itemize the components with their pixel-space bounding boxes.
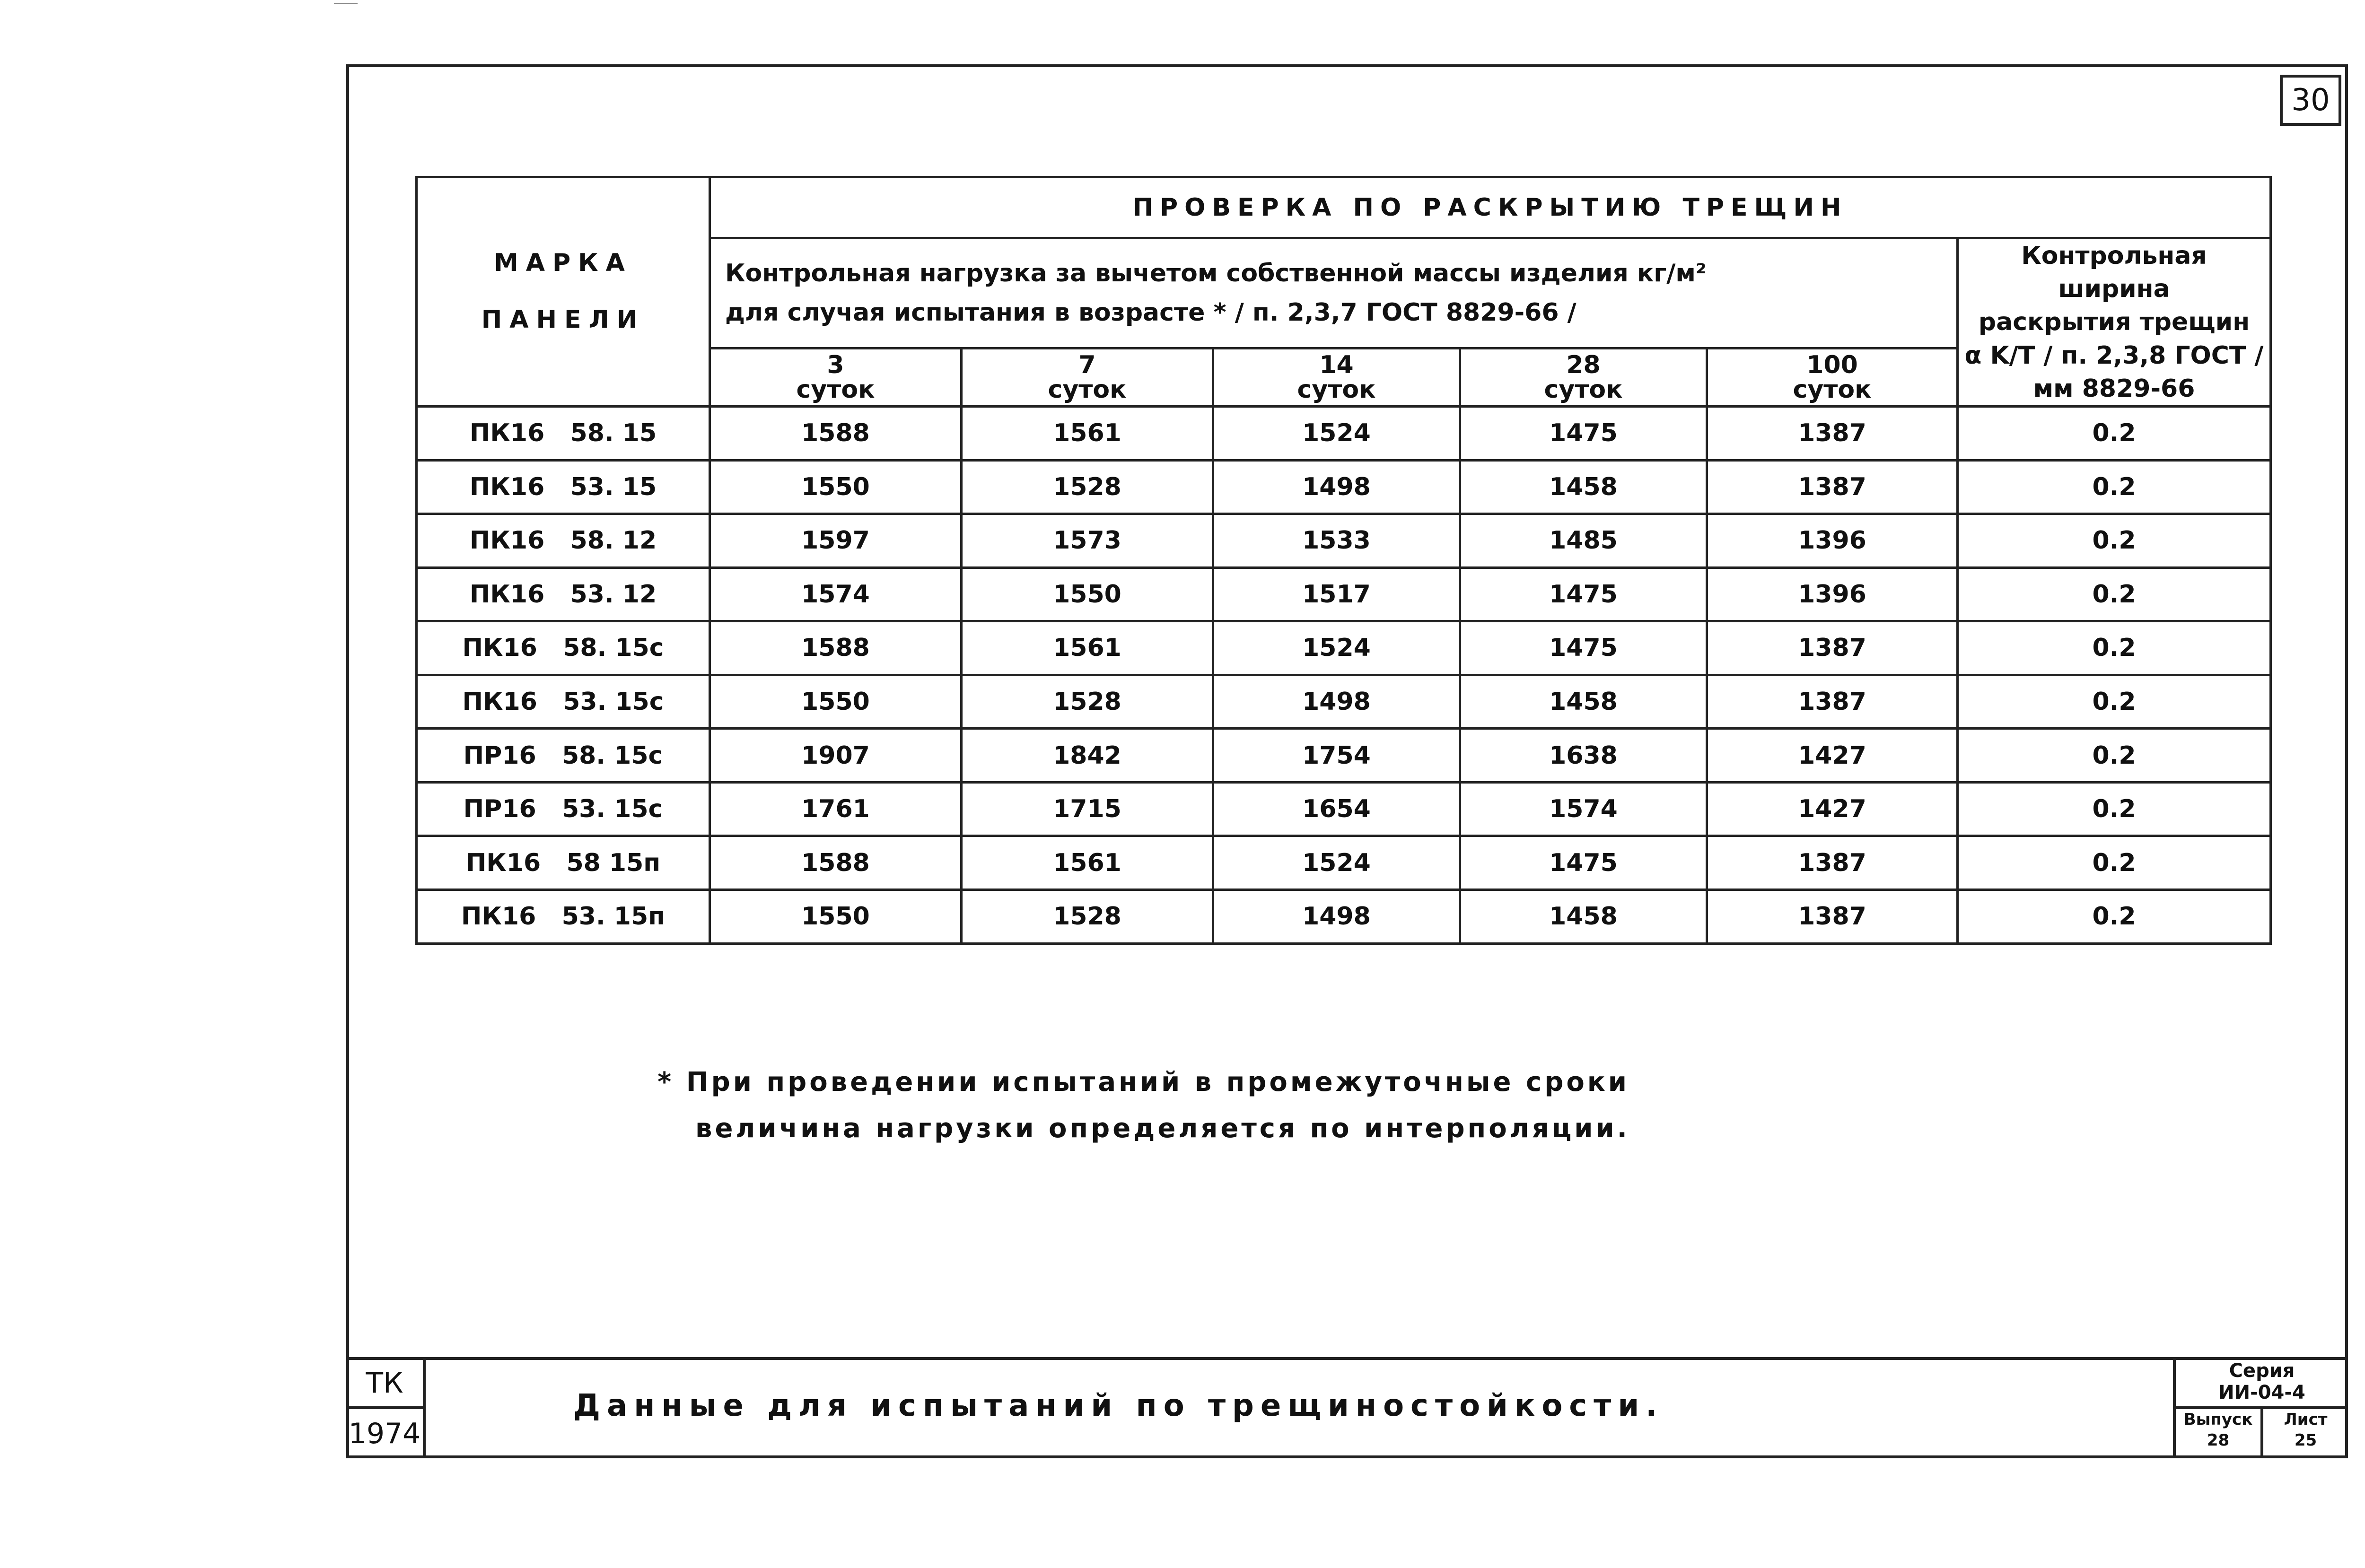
day-number: 100 [1806,350,1858,379]
document-title: Данные для испытаний по трещиностойкости. [573,1388,1664,1423]
load-value: 1842 [962,729,1213,783]
table-row [417,729,2271,783]
crack-width-value: 0.2 [1958,782,2271,836]
panel-mark: ПК16 58. 12 [417,514,710,568]
load-value: 1458 [1460,675,1707,729]
load-value: 1387 [1707,406,1958,460]
header-load-line1: Контрольная нагрузка за вычетом собственной массы изделия кг/м² [725,259,1707,287]
load-value: 1427 [1707,782,1958,836]
crack-width-value: 0.2 [1958,836,2271,890]
load-value: 1588 [710,621,962,675]
panel-mark: ПК16 53. 15п [417,890,710,944]
page-number: 30 [2280,75,2341,126]
day-number: 14 [1319,350,1354,379]
header-marka-line1: МАРКА [494,249,632,278]
panel-mark: ПК16 53. 12 [417,567,710,621]
list-cell [2260,1409,2348,1458]
load-value: 1396 [1707,567,1958,621]
header-width-line1: Контрольная [2021,242,2207,270]
scan-mark [334,3,358,4]
title-block [346,1357,2348,1458]
header-width-line5: мм 8829-66 [2033,374,2195,403]
load-value: 1550 [710,890,962,944]
load-value: 1458 [1460,890,1707,944]
year-label: 1974 [348,1417,421,1450]
load-value: 1528 [962,675,1213,729]
panel-mark: ПР16 53. 15с [417,782,710,836]
list-value: 25 [2294,1431,2317,1450]
load-value: 1485 [1460,514,1707,568]
panel-mark: ПК16 53. 15с [417,675,710,729]
table-row [417,460,2271,514]
load-value: 1561 [962,621,1213,675]
table-row [417,782,2271,836]
header-load-line2: для случая испытания в возрасте * / п. 2,3,7 ГОСТ 8829-66 / [725,298,1577,327]
footnote-line1: * При проведении испытаний в промежуточные сроки [657,1067,1630,1098]
header-day-14 [1213,348,1460,406]
title-block-right [2173,1360,2348,1458]
load-value: 1387 [1707,890,1958,944]
load-value: 1761 [710,782,962,836]
load-value: 1427 [1707,729,1958,783]
seria-label: Серия [2229,1360,2295,1382]
panel-mark: ПК16 58. 15 [417,406,710,460]
day-unit: суток [1048,375,1127,404]
crack-width-value: 0.2 [1958,729,2271,783]
table-row [417,675,2271,729]
seria-value: ИИ-04-4 [2218,1382,2305,1403]
vypusk-cell [2176,1409,2260,1458]
list-label: Лист [2284,1410,2328,1429]
day-unit: суток [1297,375,1376,404]
panel-mark: ПК16 58 15п [417,836,710,890]
seria-cell [2176,1360,2348,1409]
load-value: 1387 [1707,621,1958,675]
table-row [417,621,2271,675]
crack-width-value: 0.2 [1958,460,2271,514]
day-unit: суток [796,375,875,404]
load-value: 1528 [962,890,1213,944]
load-value: 1561 [962,406,1213,460]
header-load [710,238,1958,348]
header-day-100 [1707,348,1958,406]
load-value: 1475 [1460,621,1707,675]
load-value: 1654 [1213,782,1460,836]
title-block-left [346,1360,426,1458]
load-value: 1498 [1213,675,1460,729]
load-value: 1588 [710,836,962,890]
load-value: 1550 [710,460,962,514]
day-number: 3 [827,350,844,379]
load-value: 1597 [710,514,962,568]
load-value: 1573 [962,514,1213,568]
table-row [417,514,2271,568]
crack-width-value: 0.2 [1958,406,2271,460]
crack-width-value: 0.2 [1958,621,2271,675]
header-marka [417,177,710,407]
load-value: 1561 [962,836,1213,890]
load-value: 1387 [1707,675,1958,729]
load-value: 1524 [1213,406,1460,460]
load-value: 1517 [1213,567,1460,621]
load-value: 1396 [1707,514,1958,568]
load-value: 1387 [1707,836,1958,890]
table-row [417,890,2271,944]
vypusk-label: Выпуск [2183,1410,2253,1429]
load-value: 1498 [1213,460,1460,514]
vypusk-value: 28 [2207,1431,2230,1450]
header-proverka: ПРОВЕРКА ПО РАСКРЫТИЮ ТРЕЩИН [710,177,2271,238]
load-value: 1638 [1460,729,1707,783]
load-value: 1528 [962,460,1213,514]
crack-width-value: 0.2 [1958,675,2271,729]
load-value: 1533 [1213,514,1460,568]
load-value: 1475 [1460,406,1707,460]
table-row [417,406,2271,460]
load-value: 1524 [1213,621,1460,675]
header-width-line3: раскрытия трещин [1978,308,2250,337]
crack-width-value: 0.2 [1958,514,2271,568]
tk-label: ТК [346,1360,423,1409]
header-crack-width [1958,238,2271,407]
load-value: 1475 [1460,567,1707,621]
header-width-line2: ширина [2058,275,2170,304]
footnote-line2: величина нагрузки определяется по интерполяции. [695,1113,1630,1144]
panel-mark: ПР16 58. 15с [417,729,710,783]
header-marka-line2: ПАНЕЛИ [481,305,645,334]
day-number: 7 [1078,350,1096,379]
load-value: 1524 [1213,836,1460,890]
crack-width-value: 0.2 [1958,890,2271,944]
load-value: 1715 [962,782,1213,836]
table-row [417,567,2271,621]
seria-bottom [2176,1409,2348,1458]
load-value: 1387 [1707,460,1958,514]
header-width-line4: α K/T / п. 2,3,8 ГОСТ / [1964,341,2264,370]
table-row [417,836,2271,890]
load-value: 1550 [710,675,962,729]
day-unit: суток [1793,375,1872,404]
load-value: 1574 [1460,782,1707,836]
panel-mark: ПК16 58. 15с [417,621,710,675]
load-value: 1907 [710,729,962,783]
load-value: 1588 [710,406,962,460]
panel-mark: ПК16 53. 15 [417,460,710,514]
header-day-28 [1460,348,1707,406]
load-value: 1498 [1213,890,1460,944]
load-value: 1550 [962,567,1213,621]
load-value: 1475 [1460,836,1707,890]
load-value: 1574 [710,567,962,621]
load-value: 1754 [1213,729,1460,783]
day-unit: суток [1544,375,1623,404]
header-day-3 [710,348,962,406]
crack-check-table [415,176,2272,945]
crack-width-value: 0.2 [1958,567,2271,621]
day-number: 28 [1566,350,1601,379]
footnote [657,1059,1840,1152]
load-value: 1458 [1460,460,1707,514]
header-day-7 [962,348,1213,406]
